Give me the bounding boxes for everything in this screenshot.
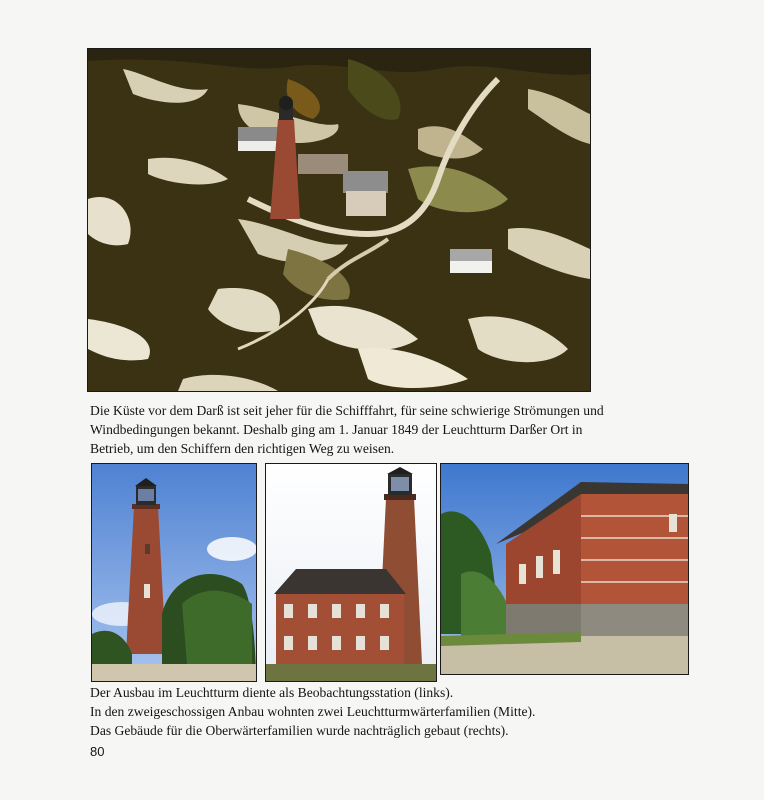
caption-line: Das Gebäude für die Oberwärterfamilien wurde nachträglich gebaut (rechts). [90, 722, 509, 738]
right-photo-keeper-house [440, 463, 689, 675]
text-line: Betrieb, um den Schiffern den richtigen Weg zu weisen. [90, 440, 395, 456]
photo-caption [90, 684, 680, 740]
middle-photo-tower-with-annex [265, 463, 437, 682]
page-number: 80 [90, 744, 105, 759]
text-line: Windbedingungen bekannt. Deshalb ging am 1. Januar 1849 der Leuchtturm Darßer Ort in [90, 421, 583, 437]
caption-line: In den zweigeschossigen Anbau wohnten zwei Leuchtturmwärterfamilien (Mitte). [90, 703, 536, 719]
aerial-photo-lighthouse-complex [87, 48, 591, 392]
caption-line: Der Ausbau im Leuchtturm diente als Beobachtungsstation (links). [90, 685, 454, 700]
text-line: Die Küste vor dem Darß ist seit jeher für die Schifffahrt, für seine schwierige Strömungen und [90, 403, 604, 418]
intro-paragraph [90, 402, 680, 458]
left-photo-lighthouse-tower [91, 463, 257, 682]
